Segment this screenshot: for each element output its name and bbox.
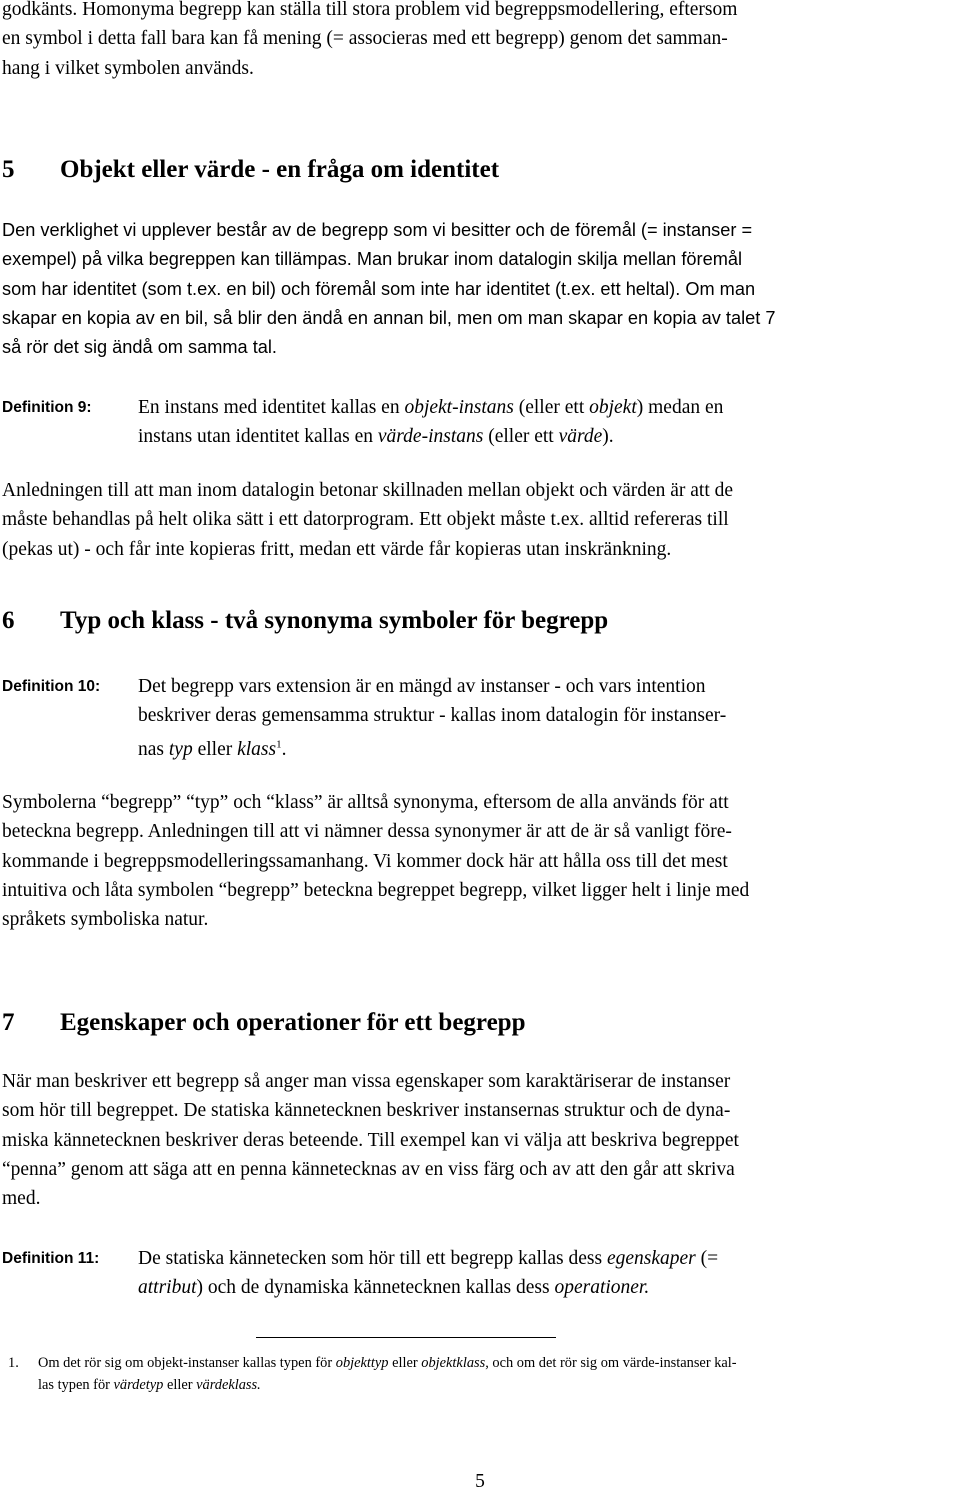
text-line: beteckna begrepp. Anledningen till att vi nämner dessa synonymer är att de är så vanligt före- — [2, 821, 732, 843]
text-run: nas — [138, 738, 169, 760]
page-number: 5 — [475, 1471, 485, 1492]
term-vardeklass: värdeklass. — [196, 1377, 261, 1393]
text-line: hang i vilket symbolen används. — [2, 57, 254, 79]
term-klass: klass — [237, 738, 277, 760]
text-line: miska kännetecknen beskriver deras beteende. Till exempel kan vi välja att beskriva begreppet — [2, 1129, 739, 1151]
term-varde: värde — [558, 426, 603, 448]
definition-text — [138, 672, 900, 764]
definition-label: Definition 10: — [2, 678, 101, 695]
text-run: eller — [388, 1355, 422, 1371]
text-line: (pekas ut) - och får inte kopieras fritt, medan ett värde får kopieras utan inskränkning. — [2, 538, 672, 560]
text-run: De statiska kännetecken som hör till ett begrepp kallas dess — [138, 1248, 607, 1269]
text-line: Det begrepp vars extension är en mängd av instanser - och vars intention — [138, 676, 706, 697]
term-objektklass: objektklass — [421, 1355, 486, 1371]
text-line: Den verklighet vi upplever består av de begrepp som vi besitter och de föremål (= instanser = — [2, 220, 753, 240]
definition-text — [138, 393, 900, 452]
text-run: (eller ett — [483, 426, 559, 448]
text-run: ) medan en — [636, 397, 724, 418]
text-line: som hör till begreppet. De statiska kännetecknen beskriver instansernas struktur och de dyna- — [2, 1100, 731, 1122]
text-run: ) och de dynamiska kännetecknen kallas dess — [196, 1277, 555, 1299]
section-title: Objekt eller värde - en fråga om identitet — [60, 156, 500, 183]
footnote-number: 1. — [8, 1355, 19, 1371]
term-varde-instans: värde-instans — [377, 426, 484, 448]
text-line: exempel) på vilka begreppen kan tillämpas. Man brukar inom datalogin skilja mellan föremål — [2, 249, 742, 270]
text-line: intuitiva och låta symbolen “begrepp” beteckna begreppet begrepp, vilket ligger helt i linje med — [2, 879, 750, 901]
term-typ: typ — [168, 738, 193, 760]
term-egenskaper: egenskaper — [606, 1248, 696, 1269]
text-line: kommande i begreppsmodelleringssamanhang. Vi kommer dock här att hålla oss till det mest — [2, 850, 728, 872]
section-heading-6 — [2, 605, 608, 637]
section6-after-paragraph — [2, 788, 960, 934]
text-run: eller — [163, 1377, 197, 1393]
section-heading-5 — [2, 154, 499, 186]
term-attribut: attribut — [138, 1277, 197, 1299]
term-objekt: objekt — [589, 397, 637, 418]
text-line: med. — [2, 1188, 41, 1210]
text-line: som har identitet (som t.ex. en bil) och föremål som inte har identitet (t.ex. ett heltal). Om man — [2, 278, 756, 299]
section-number: 6 — [2, 607, 15, 634]
section5-paragraph — [2, 216, 960, 362]
intro-paragraph — [2, 0, 960, 83]
section-number: 5 — [2, 156, 15, 183]
text-line: “penna” genom att säga att en penna kännetecknas av en viss färg och av att den går att skriva — [2, 1158, 735, 1180]
text-run: las typen för — [38, 1377, 114, 1393]
text-line: skapar en kopia av en bil, så blir den ändå en annan bil, men om man skapar en kopia av talet 7 — [2, 307, 776, 328]
text-line: godkänts. Homonyma begrepp kan ställa till stora problem vid begreppsmodellering, eftersom — [2, 0, 738, 20]
text-run: En instans med identitet kallas en — [138, 397, 405, 418]
section-number: 7 — [2, 1009, 15, 1036]
term-operationer: operationer. — [554, 1277, 650, 1299]
text-run: , och om det rör sig om värde-instanser kal- — [485, 1355, 737, 1371]
text-line: Anledningen till att man inom datalogin betonar skillnaden mellan objekt och värden är att de — [2, 480, 734, 501]
section-heading-7 — [2, 1007, 525, 1039]
text-run: instans utan identitet kallas en — [138, 426, 378, 448]
term-objekttyp: objekttyp — [335, 1355, 389, 1371]
section-title: Egenskaper och operationer för ett begrepp — [60, 1009, 526, 1036]
text-line: Symbolerna “begrepp” “typ” och “klass” är alltså synonyma, eftersom de alla används för att — [2, 792, 729, 813]
section7-paragraph — [2, 1067, 960, 1213]
text-run: (eller ett — [513, 397, 590, 418]
section5-after-paragraph — [2, 476, 960, 564]
text-run: ). — [602, 426, 614, 448]
definition-text — [138, 1244, 900, 1303]
text-run: eller — [192, 738, 238, 760]
text-line: beskriver deras gemensamma struktur - kallas inom datalogin för instanser- — [138, 705, 727, 727]
footnote-separator — [256, 1337, 556, 1338]
footnote-text — [38, 1352, 958, 1396]
text-line: När man beskriver ett begrepp så anger man vissa egenskaper som karaktäriserar de instanser — [2, 1071, 731, 1092]
section-title: Typ och klass - två synonyma symboler för begrepp — [60, 607, 609, 634]
definition-label: Definition 9: — [2, 399, 92, 416]
term-objekt-instans: objekt-instans — [404, 397, 514, 418]
text-line: måste behandlas på helt olika sätt i ett datorprogram. Ett objekt måste t.ex. alltid refereras till — [2, 509, 729, 531]
text-line: språkets symboliska natur. — [2, 909, 209, 931]
footnote-marker: 1 — [276, 738, 282, 751]
text-line: så rör det sig ändå om samma tal. — [2, 337, 277, 358]
text-run: . — [281, 738, 287, 760]
text-line: en symbol i detta fall bara kan få mening (= associeras med ett begrepp) genom det samman- — [2, 28, 728, 50]
definition-label: Definition 11: — [2, 1250, 100, 1267]
term-vardetyp: värdetyp — [113, 1377, 164, 1393]
text-run: (= — [695, 1248, 719, 1269]
text-run: Om det rör sig om objekt-instanser kallas typen för — [38, 1355, 336, 1371]
